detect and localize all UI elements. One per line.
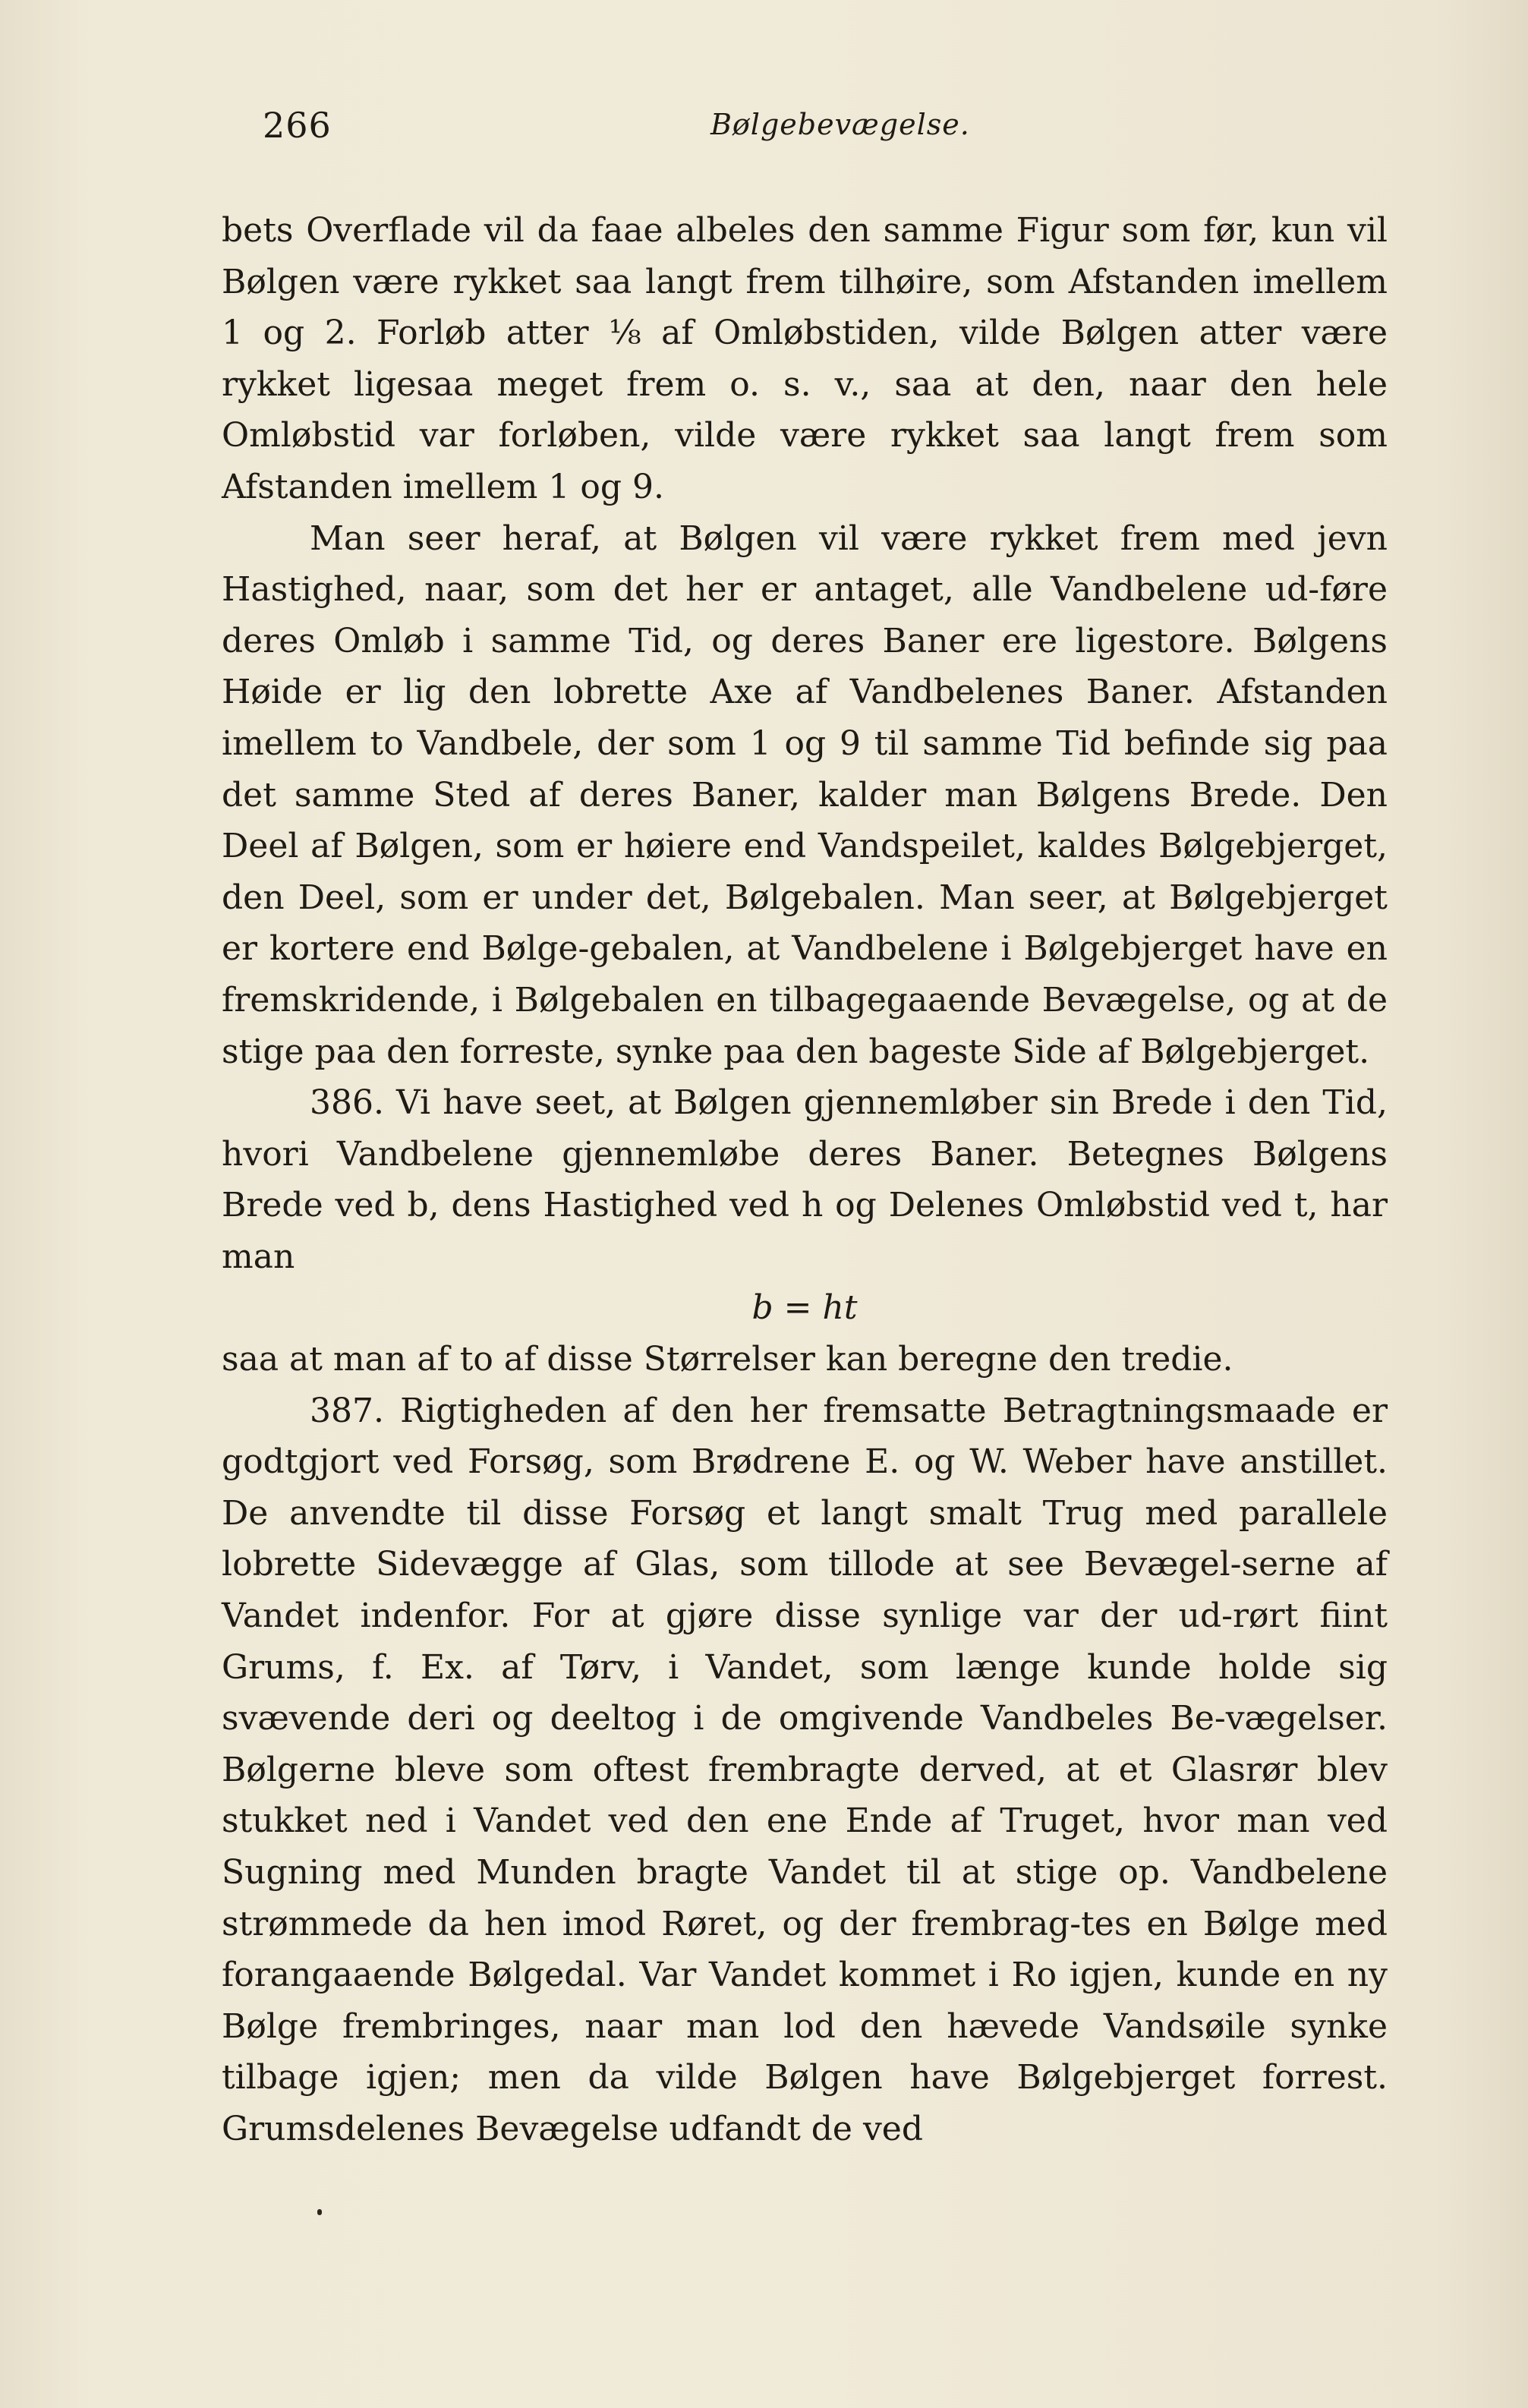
paragraph-continuation: bets Overflade vil da faae albeles den samme Figur som før, kun vil Bølgen være rykket saa langt frem tilhøire, som Afstanden imellem 1 og 2. Forløb atter ⅛ af Omløbstiden, vilde Bølgen atter være rykket ligesaa meget frem o. s. v., saa at den, naar den hele Omløbstid var forløben, vilde være rykket saa langt frem som Afstanden imellem 1 og 9. xyxy=(222,211,1388,506)
page-header xyxy=(263,105,1378,158)
running-head: Bølgebevægelse. xyxy=(710,108,970,141)
page-number: 266 xyxy=(263,105,332,146)
body-text xyxy=(222,205,1388,2155)
paragraph-wave-definition: Man seer heraf, at Bølgen vil være rykket frem med jevn Hastighed, naar, som det her er antaget, alle Vandbelene ud-føre deres Omløb i samme Tid, og deres Baner ere ligestore. Bølgens Høide er lig den lobrette Axe af Vandbelenes Baner. Afstanden imellem to Vandbele, der som 1 og 9 til samme Tid befinde sig paa det samme Sted af deres Baner, kalder man Bølgens Brede. Den Deel af Bølgen, som er høiere end Vandspeilet, kaldes Bølgebjerget, den Deel, som er under det, Bølgebalen. Man seer, at Bølgebjerget er kortere end Bølge-gebalen, at Vandbelene i Bølgebjerget have en fremskridende, i Bølgebalen en tilbagegaaende Bevægelse, og at de stige paa den forreste, synke paa den bageste Side af Bølgebjerget. xyxy=(222,518,1388,1071)
ink-speck xyxy=(317,2209,322,2215)
paragraph-387: 387. Rigtigheden af den her fremsatte Betragtningsmaade er godtgjort ved Forsøg, som Brødrene E. og W. Weber have anstillet. De anvendte til disse Forsøg et langt smalt Trug med parallele lobrette Sidevægge af Glas, som tillode at see Bevægel-serne af Vandet indenfor. For at gjøre disse synlige var der ud-rørt fiint Grums, f. Ex. af Tørv, i Vandet, som længe kunde holde sig svævende deri og deeltog i de omgivende Vandbeles Be-vægelser. Bølgerne bleve som oftest frembragte derved, at et Glasrør blev stukket ned i Vandet ved den ene Ende af Truget, hvor man ved Sugning med Munden bragte Vandet til at stige op. Vandbelene strømmede da hen imod Røret, og der frembrag-tes en Bølge med forangaaende Bølgedal. Var Vandet kommet i Ro igjen, kunde en ny Bølge frembringes, naar man lod den hævede Vandsøile synke tilbage igjen; men da vilde Bølgen have Bølgebjerget forrest. Grumsdelenes Bevægelse udfandt de ved xyxy=(222,1391,1388,2148)
paragraph-386: 386. Vi have seet, at Bølgen gjennemløber sin Brede i den Tid, hvori Vandbelene gjennemløbe deres Baner. Betegnes Bølgens Brede ved b, dens Hastighed ved h og Delenes Omløbstid ved t, har man xyxy=(222,1083,1388,1276)
paragraph-formula-conclusion: saa at man af to af disse Størrelser kan beregne den tredie. xyxy=(222,1340,1233,1379)
formula-b-equals-ht: b = ht xyxy=(751,1288,858,1328)
